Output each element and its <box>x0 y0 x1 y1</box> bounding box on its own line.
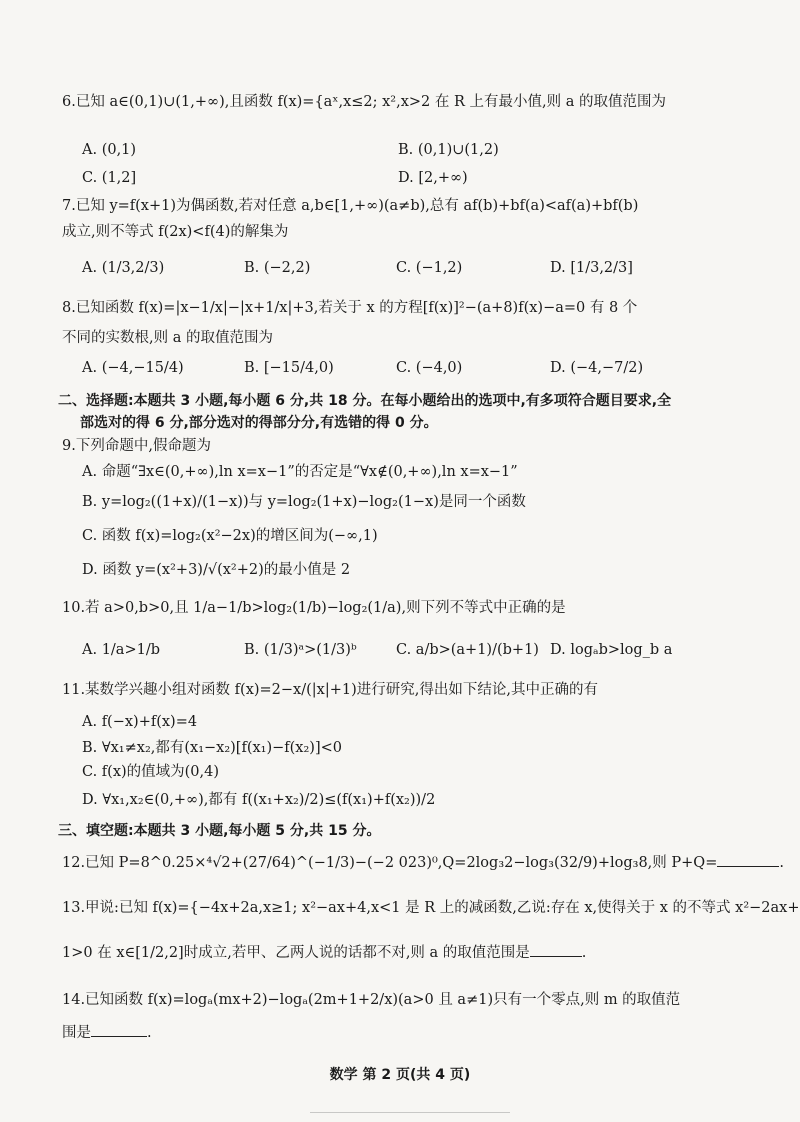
question-9-option-a: A. 命题“∃x∈(0,+∞),ln x=x−1”的否定是“∀x∉(0,+∞),ln x=x−1” <box>82 464 518 480</box>
question-6-option-d: D. [2,+∞) <box>398 170 468 186</box>
question-11-option-c: C. f(x)的值域为(0,4) <box>82 764 220 780</box>
question-9-option-d: D. 函数 y=(x²+3)/√(x²+2)的最小值是 2 <box>82 562 351 578</box>
scan-artifact-line <box>310 1112 510 1113</box>
question-8-option-a: A. (−4,−15/4) <box>82 360 184 376</box>
question-10-stem: 10.若 a>0,b>0,且 1/a−1/b>log₂(1/b)−log₂(1/a),则下列不等式中正确的是 <box>62 600 566 616</box>
section-2-heading-line-1: 二、选择题:本题共 3 小题,每小题 6 分,共 18 分。在每小题给出的选项中,有多项符合题目要求,全 <box>58 393 672 409</box>
question-7-option-a: A. (1/3,2/3) <box>82 260 165 276</box>
question-13-answer-blank[interactable] <box>530 942 582 957</box>
question-14-line-1: 14.已知函数 f(x)=logₐ(mx+2)−logₐ(2m+1+2/x)(a>0 且 a≠1)只有一个零点,则 m 的取值范 <box>62 992 681 1008</box>
question-13-end: . <box>581 945 587 961</box>
question-11-option-b: B. ∀x₁≠x₂,都有(x₁−x₂)[f(x₁)−f(x₂)]<0 <box>82 740 342 756</box>
question-6-option-b: B. (0,1)∪(1,2) <box>398 142 499 158</box>
question-8-option-d: D. (−4,−7/2) <box>550 360 644 376</box>
question-12-answer-blank[interactable] <box>717 852 779 867</box>
question-6-option-c: C. (1,2] <box>82 170 137 186</box>
question-13-line-2 <box>62 942 762 963</box>
question-7-line-1: 7.已知 y=f(x+1)为偶函数,若对任意 a,b∈[1,+∞)(a≠b),总有 af(b)+bf(a)<af(a)+bf(b) <box>62 198 639 214</box>
question-8-line-2: 不同的实数根,则 a 的取值范围为 <box>62 330 273 346</box>
section-3-heading: 三、填空题:本题共 3 小题,每小题 5 分,共 15 分。 <box>58 823 381 839</box>
question-12-stem <box>62 852 784 873</box>
question-12-text: 12.已知 P=8^0.25×⁴√2+(27/64)^(−1/3)−(−2 023)⁰,Q=2log₃2−log₃(32/9)+log₃8,则 P+Q= <box>62 855 718 871</box>
question-9-stem: 9.下列命题中,假命题为 <box>62 438 211 454</box>
question-11-option-a: A. f(−x)+f(x)=4 <box>82 714 198 730</box>
question-13-line-1: 13.甲说:已知 f(x)={−4x+2a,x≥1; x²−ax+4,x<1 是 R 上的减函数,乙说:存在 x,使得关于 x 的不等式 x²−2ax+ <box>62 900 800 916</box>
question-14-text: 围是 <box>62 1025 91 1041</box>
question-14-line-2 <box>62 1022 212 1043</box>
question-7-line-2: 成立,则不等式 f(2x)<f(4)的解集为 <box>62 224 289 240</box>
question-6-option-a: A. (0,1) <box>82 142 137 158</box>
question-12-end: . <box>779 855 784 871</box>
question-10-option-d: D. logₐb>log_b a <box>550 642 673 658</box>
question-7-option-b: B. (−2,2) <box>244 260 311 276</box>
question-11-stem: 11.某数学兴趣小组对函数 f(x)=2−x/(|x|+1)进行研究,得出如下结论,其中正确的有 <box>62 682 598 698</box>
question-8-option-c: C. (−4,0) <box>396 360 463 376</box>
question-14-answer-blank[interactable] <box>91 1022 147 1037</box>
question-7-option-c: C. (−1,2) <box>396 260 463 276</box>
page-footer: 数学 第 2 页(共 4 页) <box>329 1067 471 1083</box>
question-8-line-1: 8.已知函数 f(x)=|x−1/x|−|x+1/x|+3,若关于 x 的方程[f(x)]²−(a+8)f(x)−a=0 有 8 个 <box>62 300 638 316</box>
question-8-option-b: B. [−15/4,0) <box>244 360 334 376</box>
question-10-option-b: B. (1/3)ᵃ>(1/3)ᵇ <box>244 642 357 658</box>
question-13-text: 1>0 在 x∈[1/2,2]时成立,若甲、乙两人说的话都不对,则 a 的取值范围是 <box>62 945 530 961</box>
question-9-option-c: C. 函数 f(x)=log₂(x²−2x)的增区间为(−∞,1) <box>82 528 378 544</box>
question-10-option-c: C. a/b>(a+1)/(b+1) <box>396 642 539 658</box>
question-10-option-a: A. 1/a>1/b <box>82 642 160 658</box>
question-9-option-b: B. y=log₂((1+x)/(1−x))与 y=log₂(1+x)−log₂(1−x)是同一个函数 <box>82 494 526 510</box>
section-2-heading-line-2: 部选对的得 6 分,部分选对的得部分分,有选错的得 0 分。 <box>80 415 438 431</box>
question-11-option-d: D. ∀x₁,x₂∈(0,+∞),都有 f((x₁+x₂)/2)≤(f(x₁)+f(x₂))/2 <box>82 792 436 808</box>
question-6-stem: 6.已知 a∈(0,1)∪(1,+∞),且函数 f(x)={aˣ,x≤2; x²,x>2 在 R 上有最小值,则 a 的取值范围为 <box>62 94 666 110</box>
question-7-option-d: D. [1/3,2/3] <box>550 260 633 276</box>
question-14-end: . <box>147 1025 152 1041</box>
